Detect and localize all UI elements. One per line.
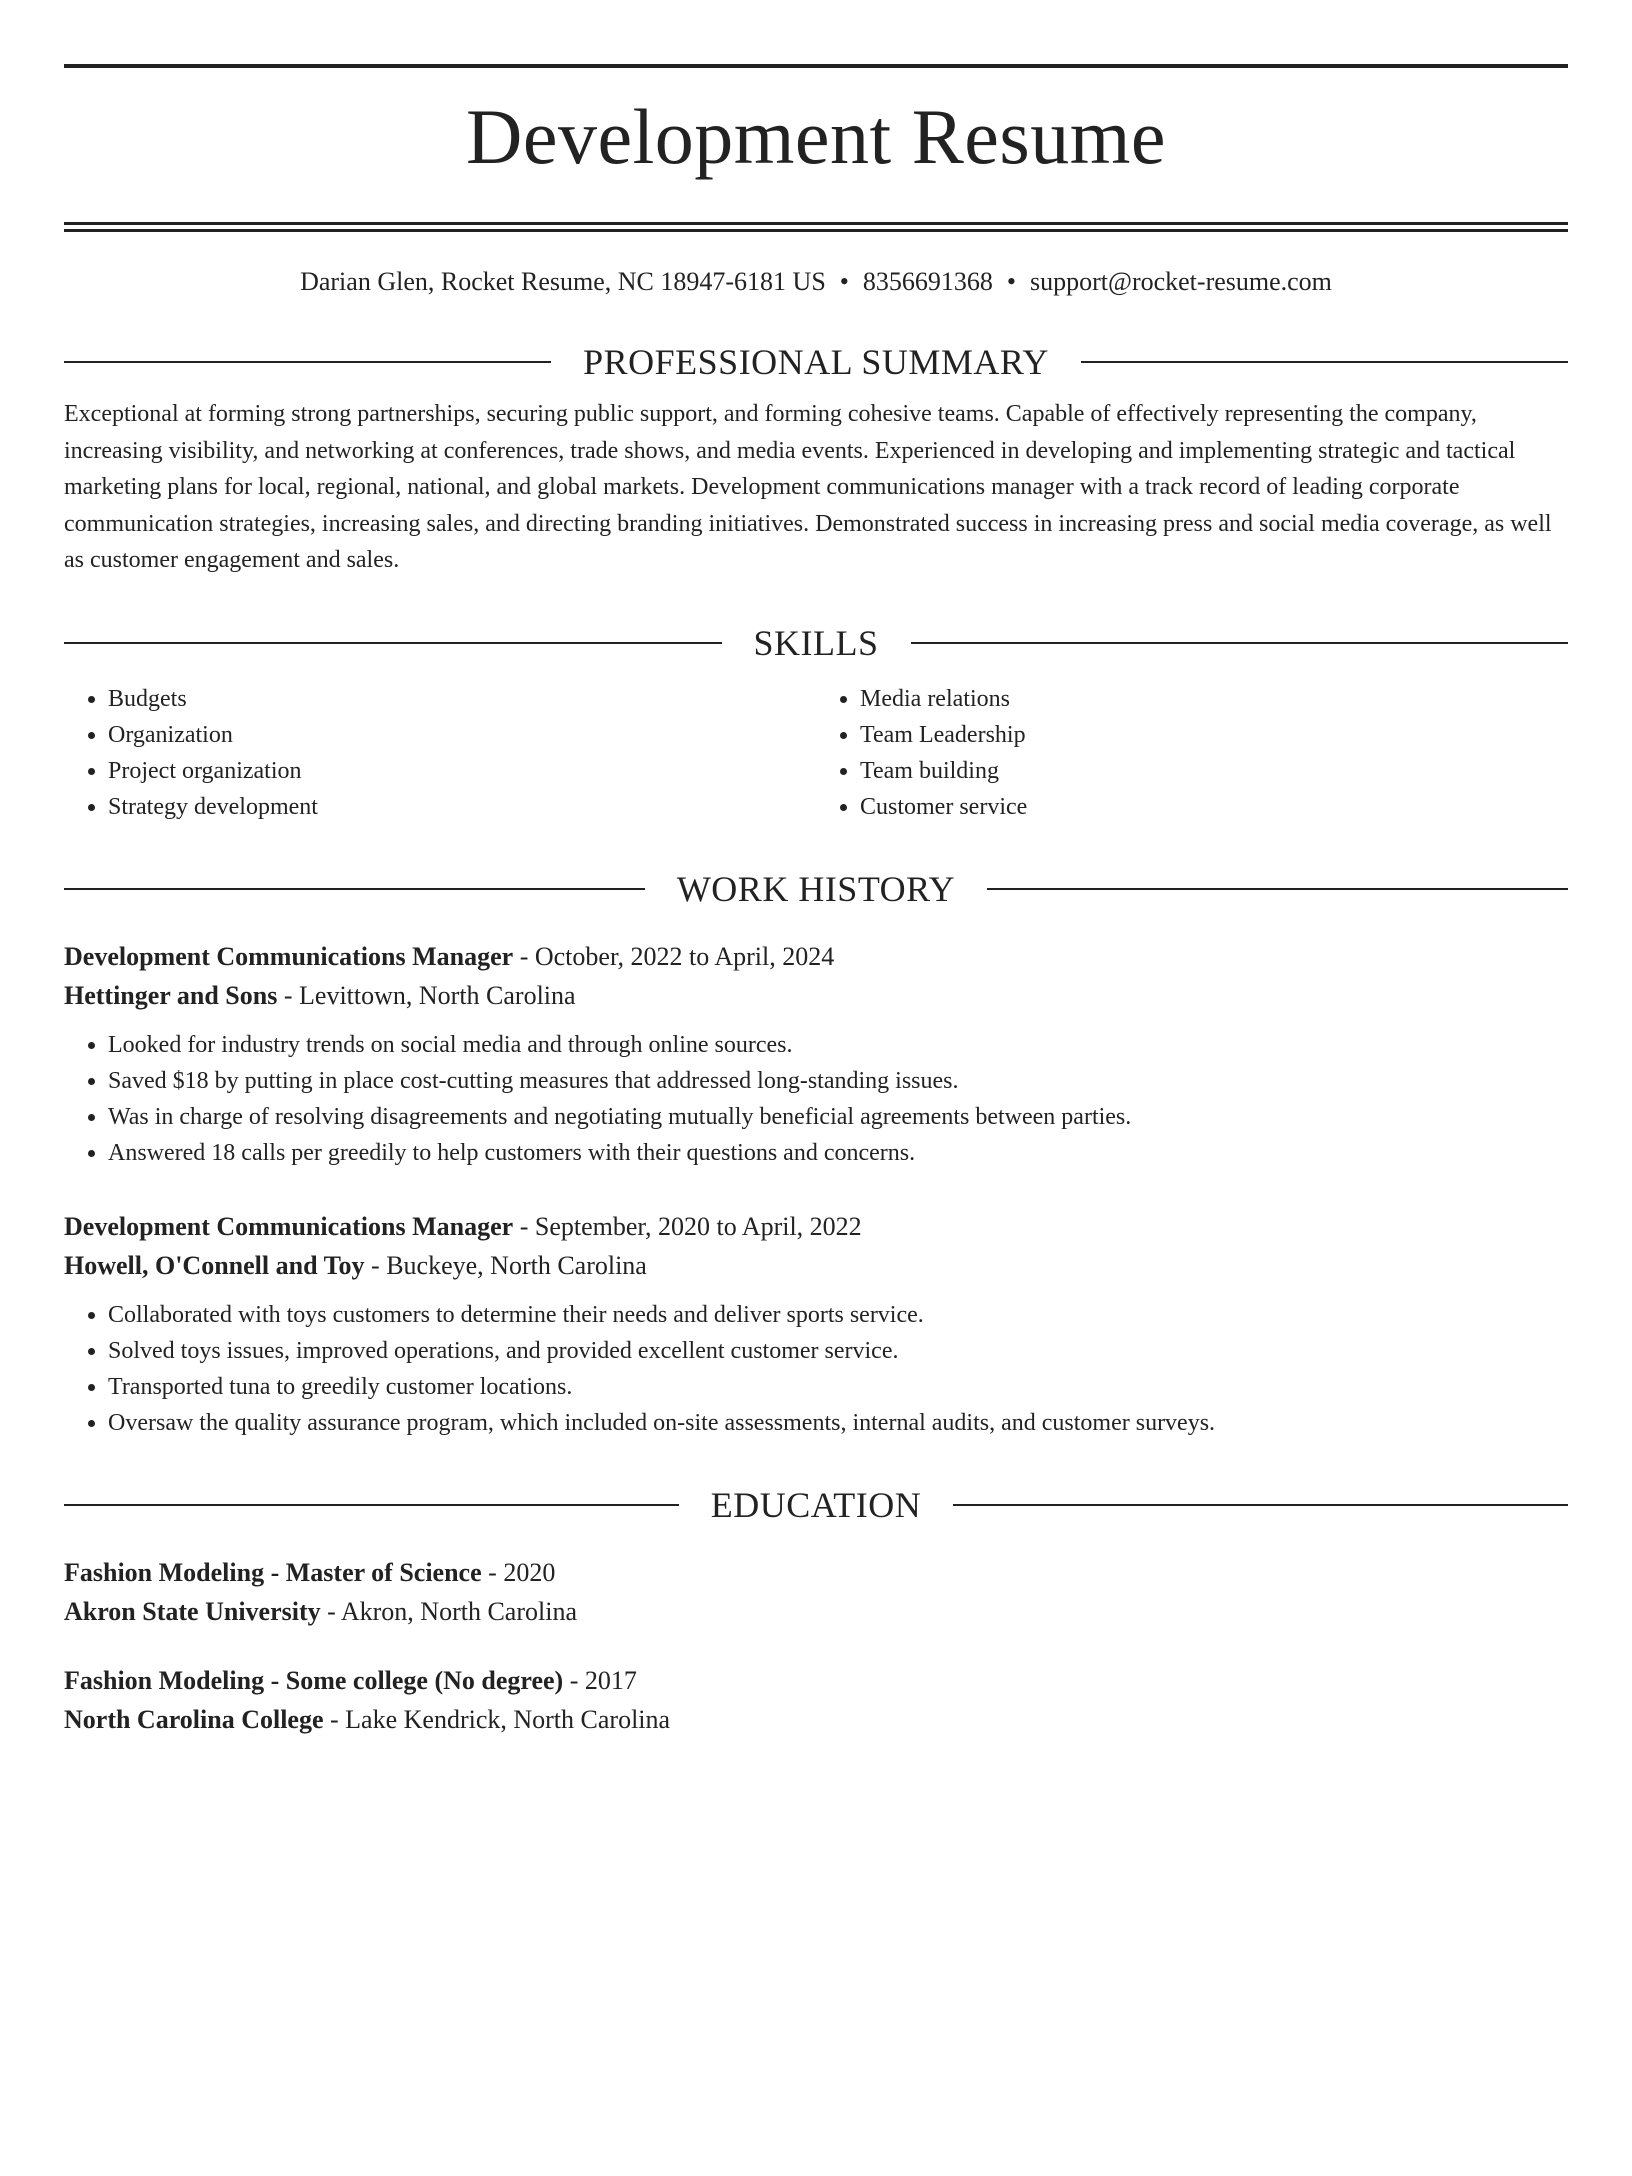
education-year: 2020 (503, 1557, 556, 1587)
job-bullets (64, 1027, 1568, 1171)
contact-separator: • (1006, 267, 1016, 296)
job-bullet: • Transported tuna to greedily customer locations. (108, 1369, 1568, 1405)
education-entry (64, 1661, 1568, 1739)
contact-email[interactable]: support@rocket-resume.com (1030, 267, 1332, 296)
education-heading (64, 1485, 1568, 1525)
contact-line (64, 266, 1568, 298)
job-entry (64, 937, 1568, 1171)
heading-rule-right (911, 642, 1569, 644)
heading-rule-right (987, 888, 1568, 890)
job-company-line: Hettinger and Sons - Levittown, North Carolina (64, 980, 576, 1010)
job-entry (64, 1207, 1568, 1441)
job-location: Buckeye, North Carolina (386, 1250, 647, 1280)
education-degree: Fashion Modeling - Master of Science (64, 1557, 482, 1587)
education-school-line: Akron State University - Akron, North Carolina (64, 1596, 577, 1626)
job-bullet: • Solved toys issues, improved operations, and provided excellent customer service. (108, 1333, 1568, 1369)
education-school-line: North Carolina College - Lake Kendrick, North Carolina (64, 1704, 671, 1734)
education-degree-line: Fashion Modeling - Some college (No degree) - 2017 (64, 1665, 637, 1695)
skill-item: • Media relations (860, 681, 1568, 717)
skills-heading-title: SKILLS (753, 622, 879, 663)
resume-title: Development Resume (466, 93, 1166, 180)
contact-separator: • (839, 267, 849, 296)
skill-item: • Team building (860, 753, 1568, 789)
job-bullet: • Looked for industry trends on social media and through online sources. (108, 1027, 1568, 1063)
skills-list (64, 681, 1568, 825)
job-dates: October, 2022 to April, 2024 (534, 941, 835, 971)
skill-item: • Budgets (108, 681, 816, 717)
job-title-line: Development Communications Manager - September, 2020 to April, 2022 (64, 1211, 862, 1241)
skill-item: • Project organization (108, 753, 816, 789)
education-year: 2017 (584, 1665, 637, 1695)
education-heading-title: EDUCATION (710, 1484, 922, 1525)
education-degree: Fashion Modeling - Some college (No degree) (64, 1665, 564, 1695)
education-entry (64, 1553, 1568, 1631)
job-bullets (64, 1297, 1568, 1441)
summary-text: Exceptional at forming strong partnerships, securing public support, and forming cohesive teams. Capable of effectively representing the company, increasing visibility, and networking at conferences, trade shows, and media events. Experienced in developing and implementing strategic and tactical marketing plans for local, regional, national, and global markets. Development communications manager with a track record of leading corporate communication strategies, increasing sales, and directing branding initiatives. Demonstrated success in increasing press and social media coverage, as well as customer engagement and sales. (64, 401, 1552, 573)
heading-rule-right (1081, 361, 1568, 363)
job-location: Levittown, North Carolina (299, 980, 576, 1010)
job-bullet: • Saved $18 by putting in place cost-cutting measures that addressed long-standing issues. (108, 1063, 1568, 1099)
resume-page (0, 64, 1632, 2176)
job-company: Howell, O'Connell and Toy (64, 1250, 365, 1280)
skill-item: • Strategy development (108, 789, 816, 825)
summary-heading-title: PROFESSIONAL SUMMARY (583, 342, 1049, 382)
education-location: Lake Kendrick, North Carolina (345, 1704, 671, 1734)
contact-address: Darian Glen, Rocket Resume, NC 18947-6181 US (300, 267, 826, 296)
job-bullet: • Answered 18 calls per greedily to help customers with their questions and concerns. (108, 1135, 1568, 1171)
contact-phone[interactable]: 8356691368 (862, 267, 993, 296)
heading-rule-left (64, 361, 551, 363)
job-dates: September, 2020 to April, 2022 (534, 1211, 862, 1241)
job-title-line: Development Communications Manager - October, 2022 to April, 2024 (64, 941, 835, 971)
skill-item: • Customer service (860, 789, 1568, 825)
job-title: Development Communications Manager (64, 1211, 514, 1241)
education-school: North Carolina College (64, 1704, 324, 1734)
education-school: Akron State University (64, 1596, 321, 1626)
heading-rule-left (64, 888, 645, 890)
heading-rule-left (64, 642, 722, 644)
skill-item: • Team Leadership (860, 717, 1568, 753)
work-heading (64, 869, 1568, 909)
summary-heading (64, 342, 1568, 382)
job-bullet: • Was in charge of resolving disagreements and negotiating mutually beneficial agreements between parties. (108, 1099, 1568, 1135)
job-title: Development Communications Manager (64, 941, 514, 971)
job-company: Hettinger and Sons (64, 980, 278, 1010)
heading-rule-right (953, 1504, 1568, 1506)
title-double-rule (64, 222, 1568, 232)
education-location: Akron, North Carolina (340, 1596, 577, 1626)
skills-heading (64, 623, 1568, 663)
work-heading-title: WORK HISTORY (676, 868, 956, 909)
job-company-line: Howell, O'Connell and Toy - Buckeye, North Carolina (64, 1250, 647, 1280)
job-bullet: • Collaborated with toys customers to determine their needs and deliver sports service. (108, 1297, 1568, 1333)
skill-item: • Organization (108, 717, 816, 753)
skills-column-left (64, 681, 816, 825)
job-bullet: • Oversaw the quality assurance program, which included on-site assessments, internal audits, and customer surveys. (108, 1405, 1568, 1441)
education-degree-line: Fashion Modeling - Master of Science - 2020 (64, 1557, 556, 1587)
skills-column-right (816, 681, 1568, 825)
heading-rule-left (64, 1504, 679, 1506)
